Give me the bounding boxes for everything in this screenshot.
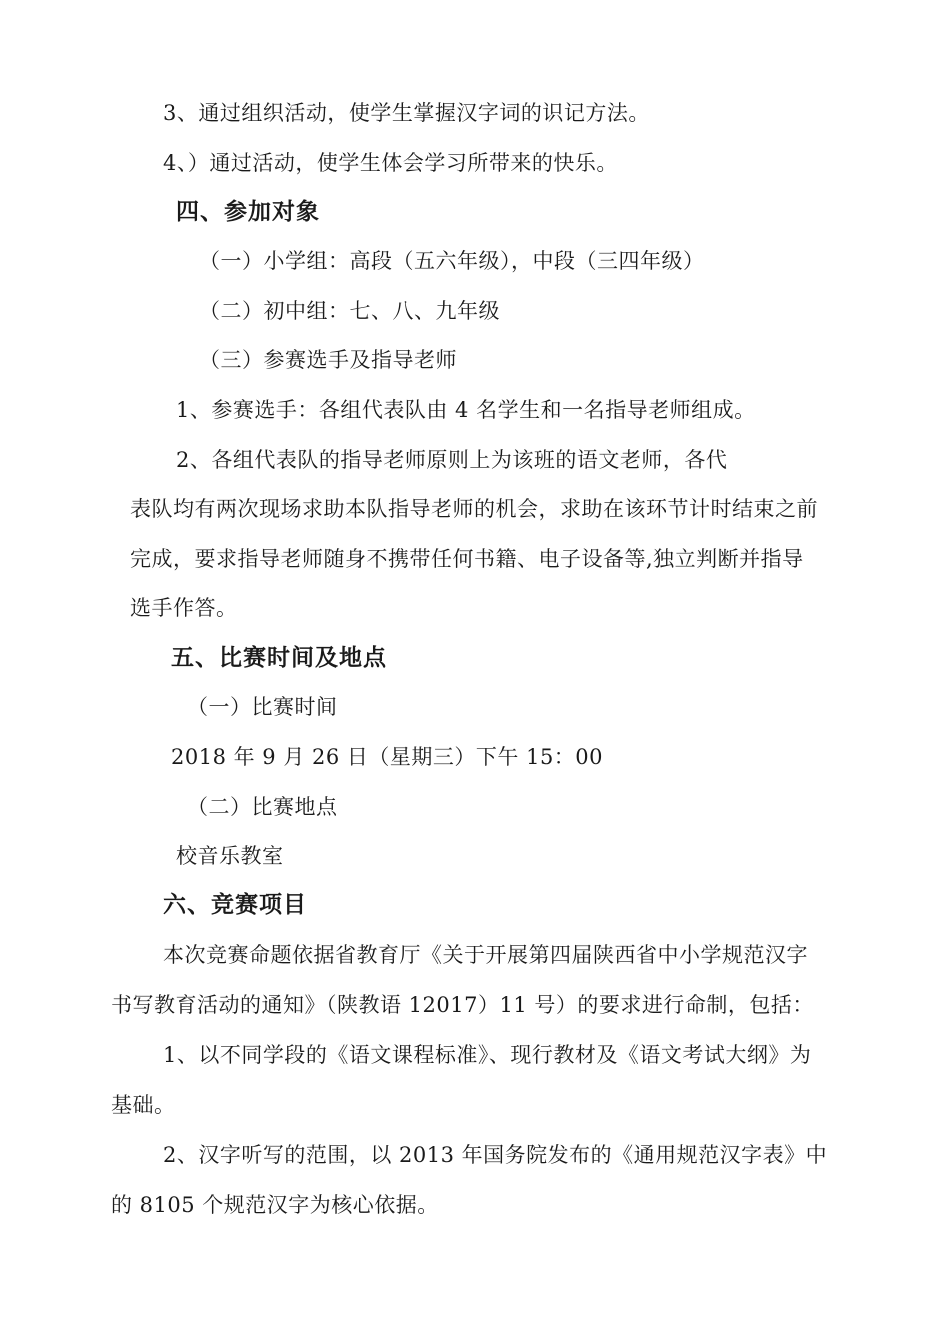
items-rule-2-line-2: 的 8105 个规范汉字为核心依据。 (111, 1193, 439, 1217)
section-heading-time-place: 五、比赛时间及地点 (171, 645, 387, 671)
objective-3: 3、通过组织活动，使学生掌握汉字词的识记方法。 (163, 101, 650, 125)
participants-teachers: （三）参赛选手及指导老师 (199, 348, 457, 372)
objective-4: 4、）通过活动，使学生体会学习所带来的快乐。 (163, 151, 618, 175)
items-rule-1-line-1: 1、以不同学段的《语文课程标准》、现行教材及《语文考试大纲》为 (163, 1043, 812, 1067)
items-basis-line-1: 本次竞赛命题依据省教育厅《关于开展第四届陕西省中小学规范汉字 (163, 943, 808, 967)
section-heading-participants: 四、参加对象 (176, 199, 320, 225)
competition-venue: 校音乐教室 (176, 844, 284, 868)
section-heading-items: 六、竞赛项目 (163, 892, 307, 918)
items-rule-1-line-2: 基础。 (111, 1093, 176, 1117)
items-rule-2-line-1: 2、汉字听写的范围，以 2013 年国务院发布的《通用规范汉字表》中 (163, 1143, 828, 1167)
teacher-rule-line-3: 完成，要求指导老师随身不携带任何书籍、电子设备等,独立判断并指导 (130, 547, 804, 571)
subheading-place: （二）比赛地点 (187, 795, 338, 819)
subheading-time: （一）比赛时间 (187, 695, 338, 719)
teacher-rule-line-4: 选手作答。 (130, 596, 238, 620)
teacher-rule-line-2: 表队均有两次现场求助本队指导老师的机会，求助在该环节计时结束之前 (130, 497, 818, 521)
team-composition: 1、参赛选手：各组代表队由 4 名学生和一名指导老师组成。 (176, 398, 756, 422)
items-basis-line-2: 书写教育活动的通知》（陕教语 12017）11 号）的要求进行命制，包括： (111, 993, 814, 1017)
teacher-rule-line-1: 2、各组代表队的指导老师原则上为该班的语文老师，各代 (176, 448, 728, 472)
participants-junior: （二）初中组：七、八、九年级 (199, 299, 500, 323)
competition-date: 2018 年 9 月 26 日（星期三）下午 15：00 (171, 745, 604, 769)
participants-primary: （一）小学组：高段（五六年级），中段（三四年级） (199, 249, 705, 273)
